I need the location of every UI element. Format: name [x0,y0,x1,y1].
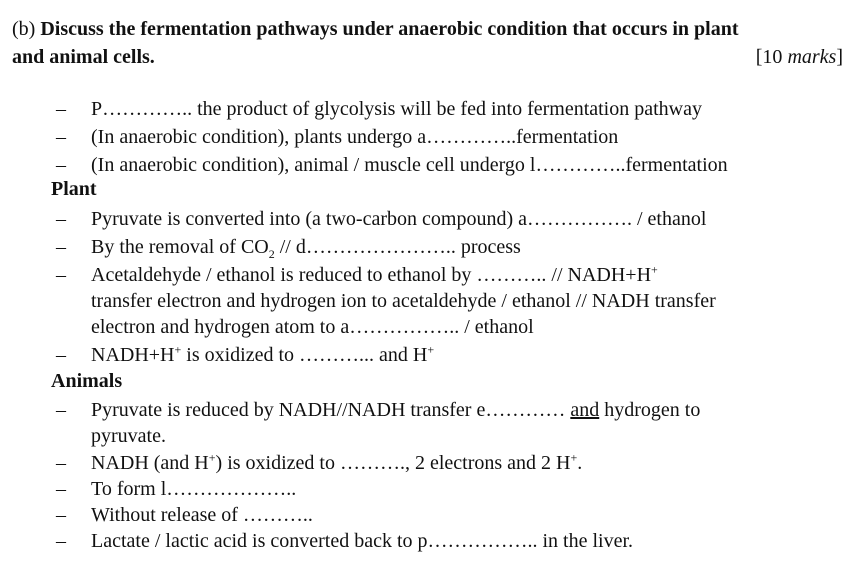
dash-marker: – [56,208,66,230]
plant-item-text [91,262,831,340]
marks-close: ] [836,46,843,68]
dash-marker: – [56,452,66,474]
dash-marker: – [56,344,66,366]
underlined-and: and [570,399,600,421]
plant-item2-part-a: By the removal of CO [91,236,269,258]
animal-item-text [91,450,831,476]
dash-marker: – [56,154,66,176]
plus-superscript: + [427,342,435,357]
animal-item-text: Lactate / lactic acid is converted back to p…………….. in the liver. [91,530,634,552]
dash-marker: – [56,126,66,148]
plant-item-text [91,342,831,368]
plus-superscript: + [651,262,658,277]
dash-marker: – [56,98,66,120]
intro-item-text: (In anaerobic condition), animal / muscle cell undergo l…………..fermentation [91,154,728,176]
animal-item1-part-a: Pyruvate is reduced by NADH//NADH transfer e………… [91,399,571,421]
animal-item2-part-a: NADH (and H [91,452,209,474]
animal-item1-part-c: pyruvate. [91,425,166,447]
dash-marker: – [56,399,66,421]
animal-item-text [91,397,831,449]
plus-superscript: + [208,450,216,465]
question-text-2: and animal cells. [12,46,155,68]
question-line-1 [12,18,739,41]
plant-heading: Plant [51,178,97,200]
dash-marker: – [56,264,66,286]
co2-subscript: 2 [268,247,275,261]
marks-word: marks [787,46,837,68]
plant-item-text: Pyruvate is converted into (a two-carbon compound) a……………. / ethanol [91,208,707,230]
question-line-2 [12,46,155,69]
plant-item3-part-c: electron and hydrogen atom to a…………….. / ethanol [91,316,534,338]
question-label: (b) [12,18,36,40]
plant-item-text [91,234,831,260]
plant-item2-part-b: // d………………….. process [274,236,521,258]
plant-item4-part-b: is oxidized to ………... and H [181,344,428,366]
dash-marker: – [56,504,66,526]
animal-item-text: Without release of ……….. [91,504,313,526]
marks-allocation [756,46,843,69]
dash-marker: – [56,530,66,552]
plant-item3-part-b: transfer electron and hydrogen ion to acetaldehyde / ethanol // NADH transfer [91,290,716,312]
plus-superscript: + [570,450,578,465]
animals-heading: Animals [51,370,123,392]
intro-item-text: P………….. the product of glycolysis will be fed into fermentation pathway [91,98,702,120]
plant-item4-part-a: NADH+H [91,344,175,366]
animal-item2-part-b: ) is oxidized to ………., 2 electrons and 2 H [215,452,571,474]
animal-item-text: To form l……………….. [91,478,297,500]
dash-marker: – [56,236,66,258]
question-text-1: Discuss the fermentation pathways under anaerobic condition that occurs in plant [40,18,739,40]
marks-open: [10 [755,46,788,68]
animal-item1-part-b: hydrogen to [599,399,701,421]
plant-item3-part-a: Acetaldehyde / ethanol is reduced to ethanol by ……….. // NADH+H [91,264,652,286]
intro-item-text: (In anaerobic condition), plants undergo a…………..fermentation [91,126,619,148]
dash-marker: – [56,478,66,500]
plus-superscript: + [174,342,182,357]
animal-item2-part-c: . [577,452,583,474]
